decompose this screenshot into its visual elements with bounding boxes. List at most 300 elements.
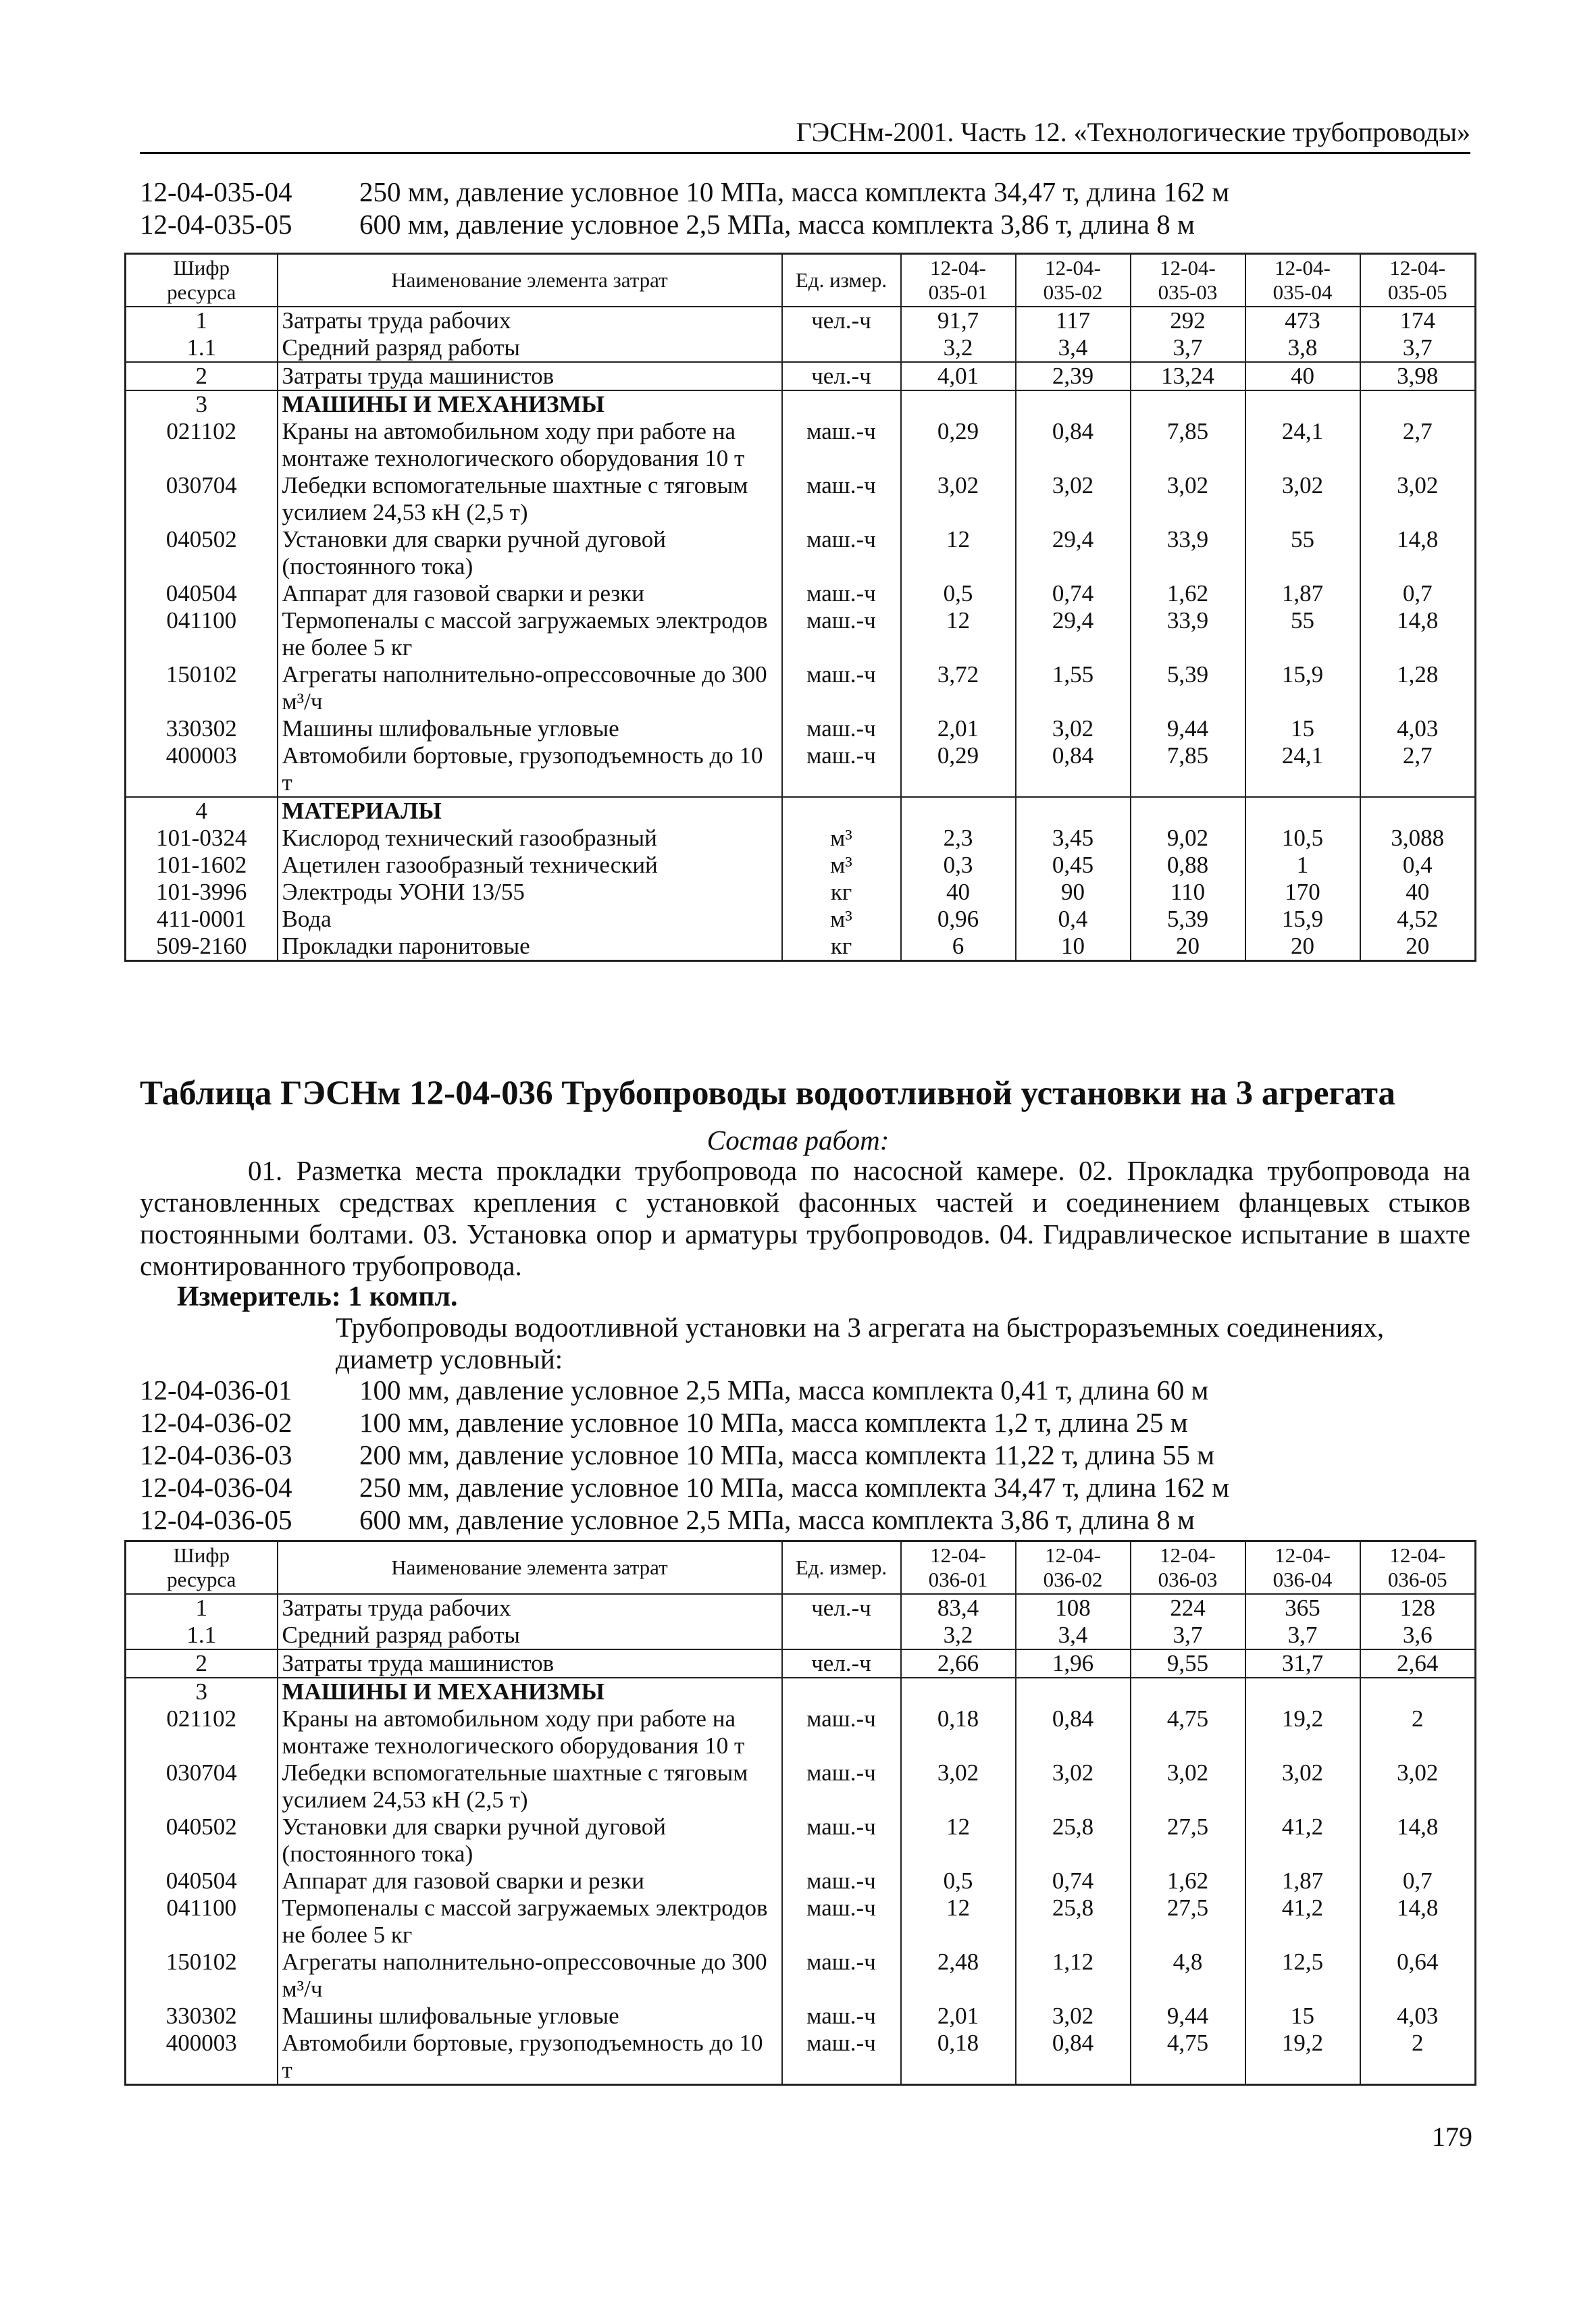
cell-unit — [782, 1622, 901, 1649]
row-code: 12-04-036-02 — [140, 1407, 292, 1438]
cell-value: 41,2 — [1245, 1814, 1360, 1868]
cell-unit: маш.-ч — [782, 742, 901, 797]
header-col-2: 12-04- 035-02 — [1016, 254, 1131, 307]
cell-value: 2 — [1360, 1705, 1476, 1759]
cell-name: Агрегаты наполнительно-опрессовочные до 300 м³/ч — [278, 661, 782, 715]
cell-value: 3,98 — [1360, 362, 1476, 390]
cell-value: 3,02 — [901, 472, 1016, 526]
cell-name: Термопеналы с массой загружаемых электродов не более 5 кг — [278, 1895, 782, 1949]
table-row — [126, 1594, 1476, 1622]
cell-value: 0,4 — [1360, 852, 1476, 879]
cell-value — [901, 390, 1016, 418]
cell-value: 31,7 — [1245, 1649, 1360, 1678]
table-row — [126, 580, 1476, 607]
cell-value: 108 — [1016, 1594, 1131, 1622]
code-row — [140, 208, 1470, 240]
cell-value — [1360, 797, 1476, 825]
cell-value: 365 — [1245, 1594, 1360, 1622]
cell-code: 101-3996 — [126, 879, 278, 906]
row-code: 12-04-035-04 — [140, 176, 292, 207]
cell-value: 4,03 — [1360, 2003, 1476, 2030]
cell-value — [1016, 797, 1131, 825]
cell-value: 170 — [1245, 879, 1360, 906]
cell-value: 1 — [1245, 852, 1360, 879]
cell-value: 0,45 — [1016, 852, 1131, 879]
cell-value: 3,2 — [901, 1622, 1016, 1649]
cell-unit: чел.-ч — [782, 1594, 901, 1622]
cell-value: 1,87 — [1245, 1868, 1360, 1895]
cell-value: 0,29 — [901, 418, 1016, 472]
cell-value: 0,64 — [1360, 1949, 1476, 2003]
table-row — [126, 906, 1476, 933]
table-row — [126, 2003, 1476, 2030]
table-row — [126, 1705, 1476, 1759]
table-row — [126, 607, 1476, 661]
cell-value: 10 — [1016, 933, 1131, 961]
cell-value — [1245, 1678, 1360, 1705]
table-row — [126, 879, 1476, 906]
cell-value — [1131, 390, 1245, 418]
cell-value: 3,02 — [1360, 1759, 1476, 1814]
cell-unit: маш.-ч — [782, 661, 901, 715]
cell-value: 110 — [1131, 879, 1245, 906]
cell-code: 4 — [126, 797, 278, 825]
cell-value: 2,39 — [1016, 362, 1131, 390]
row-code: 12-04-036-01 — [140, 1374, 292, 1406]
cell-name: Затраты труда рабочих — [278, 307, 782, 334]
cell-name: Машины шлифовальные угловые — [278, 715, 782, 742]
cell-value: 29,4 — [1016, 607, 1131, 661]
cell-name: Аппарат для газовой сварки и резки — [278, 580, 782, 607]
cell-code: 330302 — [126, 2003, 278, 2030]
cell-value: 3,7 — [1131, 1622, 1245, 1649]
code-row — [140, 1374, 1470, 1406]
row-code: 12-04-036-05 — [140, 1504, 292, 1535]
cell-value: 9,02 — [1131, 825, 1245, 852]
cell-value: 3,02 — [1016, 2003, 1131, 2030]
row-code: 12-04-035-05 — [140, 209, 292, 240]
row-text: 250 мм, давление условное 10 МПа, масса комплекта 34,47 т, длина 162 м — [359, 1472, 1230, 1503]
cell-value: 20 — [1131, 933, 1245, 961]
cell-unit: чел.-ч — [782, 307, 901, 334]
table-row — [126, 1868, 1476, 1895]
cell-code: 041100 — [126, 607, 278, 661]
cell-name: МАШИНЫ И МЕХАНИЗМЫ — [278, 390, 782, 418]
cell-code: 1 — [126, 307, 278, 334]
cell-name: Автомобили бортовые, грузоподъемность до 10 т — [278, 2030, 782, 2085]
cell-code: 030704 — [126, 1759, 278, 1814]
top-code-list — [140, 176, 1470, 240]
cell-value: 7,85 — [1131, 742, 1245, 797]
measure-unit: Измеритель: 1 компл. — [177, 1281, 458, 1312]
cell-value — [1131, 1678, 1245, 1705]
cell-value: 3,02 — [1360, 472, 1476, 526]
table-row — [126, 2030, 1476, 2085]
mid-code-list — [140, 1374, 1470, 1536]
cell-value: 3,7 — [1131, 334, 1245, 362]
table-row — [126, 1895, 1476, 1949]
cell-unit: маш.-ч — [782, 2003, 901, 2030]
cell-value: 3,02 — [1131, 1759, 1245, 1814]
cell-value: 90 — [1016, 879, 1131, 906]
table-row — [126, 1678, 1476, 1705]
cell-value: 0,3 — [901, 852, 1016, 879]
cell-name: Установки для сварки ручной дуговой (постоянного тока) — [278, 526, 782, 580]
cell-unit — [782, 797, 901, 825]
cell-unit: маш.-ч — [782, 1868, 901, 1895]
cell-value: 117 — [1016, 307, 1131, 334]
cell-code: 040504 — [126, 580, 278, 607]
cell-name: Лебедки вспомогательные шахтные с тяговым усилием 24,53 кН (2,5 т) — [278, 1759, 782, 1814]
table-header-row — [126, 254, 1476, 307]
cell-name: Термопеналы с массой загружаемых электродов не более 5 кг — [278, 607, 782, 661]
cell-value: 0,5 — [901, 580, 1016, 607]
cell-name: Средний разряд работы — [278, 334, 782, 362]
cell-value: 0,84 — [1016, 418, 1131, 472]
cell-unit — [782, 390, 901, 418]
cell-unit: маш.-ч — [782, 607, 901, 661]
row-text: 600 мм, давление условное 2,5 МПа, масса комплекта 3,86 т, длина 8 м — [359, 1504, 1195, 1535]
cell-value: 13,24 — [1131, 362, 1245, 390]
cell-value: 14,8 — [1360, 607, 1476, 661]
cell-value: 0,84 — [1016, 1705, 1131, 1759]
code-row — [140, 1471, 1470, 1503]
cell-value: 3,02 — [1245, 472, 1360, 526]
header-name: Наименование элемента затрат — [278, 254, 782, 307]
cell-value: 292 — [1131, 307, 1245, 334]
header-unit: Ед. измер. — [782, 1541, 901, 1594]
cell-value: 2,48 — [901, 1949, 1016, 2003]
cell-value: 15,9 — [1245, 906, 1360, 933]
cell-code: 509-2160 — [126, 933, 278, 961]
cell-value: 19,2 — [1245, 2030, 1360, 2085]
cell-value: 40 — [1245, 362, 1360, 390]
cell-value: 224 — [1131, 1594, 1245, 1622]
cell-value: 15 — [1245, 2003, 1360, 2030]
cell-code: 030704 — [126, 472, 278, 526]
cell-value: 0,7 — [1360, 580, 1476, 607]
table-row — [126, 472, 1476, 526]
cell-value: 2,01 — [901, 715, 1016, 742]
cell-value: 20 — [1360, 933, 1476, 961]
cell-value: 4,75 — [1131, 1705, 1245, 1759]
cell-value: 14,8 — [1360, 526, 1476, 580]
cell-value — [901, 797, 1016, 825]
cell-value: 2,64 — [1360, 1649, 1476, 1678]
works-paragraph: 01. Разметка места прокладки трубопровода по насосной камере. 02. Прокладка трубопровода на установленных средствах крепления с установкой фасонных частей и соединением фланцевых стыков постоянными болтами. 03. Установка опор и арматуры трубопроводов. 04. Гидравлическое испытание в шахте смонтированного трубопровода. — [140, 1155, 1470, 1281]
cell-value: 0,29 — [901, 742, 1016, 797]
cell-code: 2 — [126, 362, 278, 390]
intro-text: Трубопроводы водоотливной установки на 3 агрегата на быстроразъемных соединениях, диаметр условный: — [336, 1312, 1385, 1374]
cell-value: 2,7 — [1360, 742, 1476, 797]
cell-unit: маш.-ч — [782, 1895, 901, 1949]
cell-value: 0,5 — [901, 1868, 1016, 1895]
cell-code: 1.1 — [126, 334, 278, 362]
table-row — [126, 1649, 1476, 1678]
cell-value: 7,85 — [1131, 418, 1245, 472]
table-row — [126, 418, 1476, 472]
table-row — [126, 1759, 1476, 1814]
cell-value: 0,88 — [1131, 852, 1245, 879]
cell-value: 29,4 — [1016, 526, 1131, 580]
cell-value: 40 — [901, 879, 1016, 906]
cell-value: 4,75 — [1131, 2030, 1245, 2085]
cell-code: 150102 — [126, 661, 278, 715]
cell-unit: маш.-ч — [782, 526, 901, 580]
cell-value: 91,7 — [901, 307, 1016, 334]
cell-value: 3,6 — [1360, 1622, 1476, 1649]
row-text: 100 мм, давление условное 2,5 МПа, масса комплекта 0,41 т, длина 60 м — [359, 1374, 1209, 1406]
cell-value: 24,1 — [1245, 418, 1360, 472]
header-col-3: 12-04- 036-03 — [1131, 1541, 1245, 1594]
cell-value: 14,8 — [1360, 1814, 1476, 1868]
cell-value: 15,9 — [1245, 661, 1360, 715]
cell-name: Аппарат для газовой сварки и резки — [278, 1868, 782, 1895]
cell-value: 1,55 — [1016, 661, 1131, 715]
cell-name: Агрегаты наполнительно-опрессовочные до 300 м³/ч — [278, 1949, 782, 2003]
cell-value — [1245, 797, 1360, 825]
cell-value: 3,2 — [901, 334, 1016, 362]
cell-unit: м³ — [782, 825, 901, 852]
cell-value: 4,52 — [1360, 906, 1476, 933]
running-header: ГЭСНм-2001. Часть 12. «Технологические трубопроводы» — [140, 116, 1470, 154]
cell-name: Установки для сварки ручной дуговой (постоянного тока) — [278, 1814, 782, 1868]
cell-value: 3,4 — [1016, 334, 1131, 362]
cell-unit — [782, 334, 901, 362]
cell-value: 473 — [1245, 307, 1360, 334]
cell-value: 12,5 — [1245, 1949, 1360, 2003]
row-text: 250 мм, давление условное 10 МПа, масса комплекта 34,47 т, длина 162 м — [359, 176, 1230, 207]
header-col-5: 12-04- 036-05 — [1360, 1541, 1476, 1594]
cell-code: 1.1 — [126, 1622, 278, 1649]
cell-value: 2 — [1360, 2030, 1476, 2085]
resource-table-035 — [124, 253, 1476, 962]
cell-code: 3 — [126, 1678, 278, 1705]
header-col-1: 12-04- 036-01 — [901, 1541, 1016, 1594]
cell-value: 40 — [1360, 879, 1476, 906]
table-row — [126, 390, 1476, 418]
row-text: 100 мм, давление условное 10 МПа, масса комплекта 1,2 т, длина 25 м — [359, 1407, 1188, 1438]
cell-code: 400003 — [126, 742, 278, 797]
cell-value — [1245, 390, 1360, 418]
cell-value: 1,28 — [1360, 661, 1476, 715]
table-row — [126, 825, 1476, 852]
table-row — [126, 1949, 1476, 2003]
cell-name: Затраты труда рабочих — [278, 1594, 782, 1622]
cell-value: 3,45 — [1016, 825, 1131, 852]
cell-code: 021102 — [126, 1705, 278, 1759]
cell-value: 55 — [1245, 526, 1360, 580]
table-row — [126, 661, 1476, 715]
code-row — [140, 1503, 1470, 1536]
cell-value: 24,1 — [1245, 742, 1360, 797]
cell-name: МАШИНЫ И МЕХАНИЗМЫ — [278, 1678, 782, 1705]
cell-value: 1,12 — [1016, 1949, 1131, 2003]
cell-value: 83,4 — [901, 1594, 1016, 1622]
header-col-4: 12-04- 035-04 — [1245, 254, 1360, 307]
resource-table-036 — [124, 1540, 1476, 2086]
cell-value: 174 — [1360, 307, 1476, 334]
cell-value: 3,4 — [1016, 1622, 1131, 1649]
cell-unit — [782, 1678, 901, 1705]
cell-name: Лебедки вспомогательные шахтные с тяговым усилием 24,53 кН (2,5 т) — [278, 472, 782, 526]
cell-name: Прокладки паронитовые — [278, 933, 782, 961]
cell-code: 411-0001 — [126, 906, 278, 933]
header-code: Шифр ресурса — [126, 1541, 278, 1594]
cell-name: Ацетилен газообразный технический — [278, 852, 782, 879]
cell-code: 101-1602 — [126, 852, 278, 879]
table-row — [126, 715, 1476, 742]
cell-value: 3,02 — [1131, 472, 1245, 526]
header-col-4: 12-04- 036-04 — [1245, 1541, 1360, 1594]
cell-value: 3,02 — [1245, 1759, 1360, 1814]
cell-name: Электроды УОНИ 13/55 — [278, 879, 782, 906]
cell-value: 20 — [1245, 933, 1360, 961]
cell-code: 101-0324 — [126, 825, 278, 852]
cell-value: 3,02 — [1016, 472, 1131, 526]
cell-code: 1 — [126, 1594, 278, 1622]
code-row — [140, 176, 1470, 208]
cell-value: 4,8 — [1131, 1949, 1245, 2003]
table-row — [126, 852, 1476, 879]
header-code: Шифр ресурса — [126, 254, 278, 307]
table-row — [126, 933, 1476, 961]
cell-code: 040502 — [126, 1814, 278, 1868]
cell-value: 5,39 — [1131, 661, 1245, 715]
cell-value: 0,74 — [1016, 1868, 1131, 1895]
works-heading: Состав работ: — [706, 1125, 890, 1156]
cell-value: 1,62 — [1131, 580, 1245, 607]
cell-name: Затраты труда машинистов — [278, 362, 782, 390]
cell-unit: маш.-ч — [782, 2030, 901, 2085]
table-row — [126, 797, 1476, 825]
cell-value — [1016, 1678, 1131, 1705]
cell-value — [901, 1678, 1016, 1705]
cell-unit: маш.-ч — [782, 715, 901, 742]
cell-name: Автомобили бортовые, грузоподъемность до 10 т — [278, 742, 782, 797]
cell-value: 0,4 — [1016, 906, 1131, 933]
cell-value: 2,01 — [901, 2003, 1016, 2030]
cell-value: 27,5 — [1131, 1814, 1245, 1868]
cell-code: 3 — [126, 390, 278, 418]
cell-value: 27,5 — [1131, 1895, 1245, 1949]
cell-value: 19,2 — [1245, 1705, 1360, 1759]
row-text: 600 мм, давление условное 2,5 МПа, масса комплекта 3,86 т, длина 8 м — [359, 209, 1195, 240]
cell-value — [1360, 1678, 1476, 1705]
cell-value: 25,8 — [1016, 1814, 1131, 1868]
cell-value: 3,7 — [1245, 1622, 1360, 1649]
cell-value: 2,66 — [901, 1649, 1016, 1678]
cell-value: 1,96 — [1016, 1649, 1131, 1678]
cell-value: 3,02 — [1016, 1759, 1131, 1814]
cell-value: 33,9 — [1131, 607, 1245, 661]
cell-value — [1360, 390, 1476, 418]
cell-code: 400003 — [126, 2030, 278, 2085]
header-col-2: 12-04- 036-02 — [1016, 1541, 1131, 1594]
cell-unit: чел.-ч — [782, 362, 901, 390]
cell-value: 12 — [901, 1814, 1016, 1868]
cell-value: 1,87 — [1245, 580, 1360, 607]
table-row — [126, 742, 1476, 797]
cell-code: 040504 — [126, 1868, 278, 1895]
cell-unit: маш.-ч — [782, 418, 901, 472]
cell-value: 12 — [901, 1895, 1016, 1949]
cell-value: 3,7 — [1360, 334, 1476, 362]
cell-code: 021102 — [126, 418, 278, 472]
table-row — [126, 307, 1476, 334]
cell-code: 040502 — [126, 526, 278, 580]
cell-value: 3,02 — [901, 1759, 1016, 1814]
table-row — [126, 334, 1476, 362]
cell-value: 0,18 — [901, 1705, 1016, 1759]
cell-value: 9,44 — [1131, 2003, 1245, 2030]
cell-value: 3,02 — [1016, 715, 1131, 742]
cell-value: 0,96 — [901, 906, 1016, 933]
table-header-row — [126, 1541, 1476, 1594]
cell-value: 128 — [1360, 1594, 1476, 1622]
table-title: Таблица ГЭСНм 12-04-036 Трубопроводы водоотливной установки на 3 агрегата — [140, 1075, 1396, 1112]
cell-value: 15 — [1245, 715, 1360, 742]
cell-value: 12 — [901, 607, 1016, 661]
cell-name: Машины шлифовальные угловые — [278, 2003, 782, 2030]
cell-unit: кг — [782, 879, 901, 906]
cell-name: Средний разряд работы — [278, 1622, 782, 1649]
table-row — [126, 1814, 1476, 1868]
cell-unit: маш.-ч — [782, 1814, 901, 1868]
cell-name: МАТЕРИАЛЫ — [278, 797, 782, 825]
cell-unit: маш.-ч — [782, 1759, 901, 1814]
header-col-5: 12-04- 035-05 — [1360, 254, 1476, 307]
cell-value: 0,74 — [1016, 580, 1131, 607]
cell-unit: кг — [782, 933, 901, 961]
cell-unit: маш.-ч — [782, 580, 901, 607]
table-row — [126, 362, 1476, 390]
cell-value: 0,84 — [1016, 2030, 1131, 2085]
cell-value: 25,8 — [1016, 1895, 1131, 1949]
cell-unit: маш.-ч — [782, 472, 901, 526]
cell-unit: м³ — [782, 906, 901, 933]
page-number: 179 — [1432, 2122, 1472, 2152]
cell-value: 0,84 — [1016, 742, 1131, 797]
cell-value: 5,39 — [1131, 906, 1245, 933]
cell-value: 12 — [901, 526, 1016, 580]
cell-value: 3,8 — [1245, 334, 1360, 362]
cell-value — [1016, 390, 1131, 418]
cell-name: Кислород технический газообразный — [278, 825, 782, 852]
row-code: 12-04-036-04 — [140, 1472, 292, 1503]
cell-value: 0,18 — [901, 2030, 1016, 2085]
header-name: Наименование элемента затрат — [278, 1541, 782, 1594]
cell-value: 9,44 — [1131, 715, 1245, 742]
cell-value: 41,2 — [1245, 1895, 1360, 1949]
header-unit: Ед. измер. — [782, 254, 901, 307]
cell-code: 2 — [126, 1649, 278, 1678]
cell-unit: м³ — [782, 852, 901, 879]
cell-value: 3,088 — [1360, 825, 1476, 852]
cell-value: 14,8 — [1360, 1895, 1476, 1949]
cell-value: 2,3 — [901, 825, 1016, 852]
cell-unit: маш.-ч — [782, 1705, 901, 1759]
cell-code: 150102 — [126, 1949, 278, 2003]
row-text: 200 мм, давление условное 10 МПа, масса комплекта 11,22 т, длина 55 м — [359, 1439, 1215, 1470]
table-row — [126, 1622, 1476, 1649]
cell-name: Краны на автомобильном ходу при работе на монтаже технологического оборудования 10 т — [278, 1705, 782, 1759]
cell-value: 4,03 — [1360, 715, 1476, 742]
cell-name: Вода — [278, 906, 782, 933]
cell-unit: чел.-ч — [782, 1649, 901, 1678]
cell-code: 330302 — [126, 715, 278, 742]
header-col-1: 12-04- 035-01 — [901, 254, 1016, 307]
